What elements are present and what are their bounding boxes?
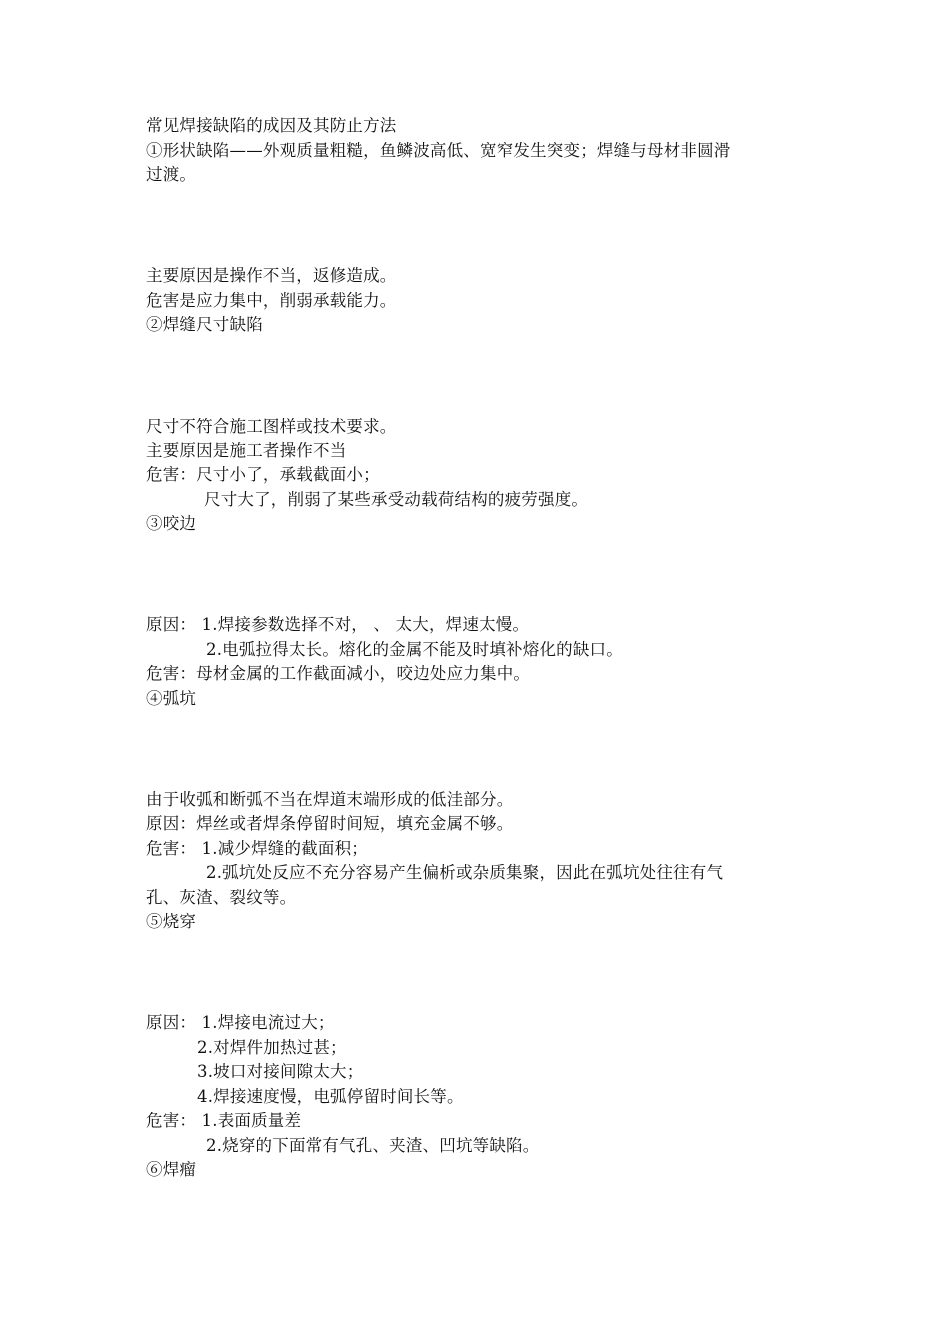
body-line: 危害是应力集中，削弱承载能力。 (146, 291, 397, 310)
section-heading: ②焊缝尺寸缺陷 (146, 315, 263, 334)
body-line: 危害：母材金属的工作截面减小，咬边处应力集中。 (146, 664, 531, 683)
body-line-indented: 尺寸大了，削弱了某些承受动载荷结构的疲劳强度。 (204, 490, 589, 509)
section-heading: ③咬边 (146, 514, 197, 533)
body-line: 原因： 1.焊接参数选择不对， 、 太大，焊速太慢。 (146, 615, 530, 634)
body-line: 原因： 1.焊接电流过大； (146, 1013, 335, 1032)
section-heading-continued: 过渡。 (146, 165, 197, 184)
body-line: 危害： 1.减少焊缝的截面积； (146, 839, 368, 858)
document-title: 常见焊接缺陷的成因及其防止方法 (146, 116, 397, 135)
body-line: 由于收弧和断弧不当在焊道末端形成的低洼部分。 (146, 790, 514, 809)
section-heading: ⑤烧穿 (146, 912, 197, 931)
body-line: 主要原因是施工者操作不当 (146, 441, 347, 460)
body-line-indented: 2.弧坑处反应不充分容易产生偏析或杂质集聚，因此在弧坑处往往有气 (206, 863, 724, 882)
body-line: 孔、灰渣、裂纹等。 (146, 888, 297, 907)
section-heading: ①形状缺陷——外观质量粗糙，鱼鳞波高低、宽窄发生突变；焊缝与母材非圆滑 (146, 141, 731, 160)
body-line: 主要原因是操作不当，返修造成。 (146, 266, 397, 285)
body-line-indented: 2.电弧拉得太长。熔化的金属不能及时填补熔化的缺口。 (206, 640, 623, 659)
body-line: 危害：尺寸小了，承载截面小； (146, 465, 380, 484)
section-heading: ④弧坑 (146, 689, 197, 708)
body-line: 原因：焊丝或者焊条停留时间短，填充金属不够。 (146, 814, 514, 833)
body-line-indented: 2.烧穿的下面常有气孔、夹渣、凹坑等缺陷。 (206, 1136, 540, 1155)
body-line-indented: 3.坡口对接间隙太大； (197, 1062, 364, 1081)
body-line-indented: 4.焊接速度慢，电弧停留时间长等。 (197, 1087, 464, 1106)
body-line-indented: 2.对焊件加热过甚； (197, 1038, 347, 1057)
body-line: 尺寸不符合施工图样或技术要求。 (146, 417, 397, 436)
section-heading: ⑥焊瘤 (146, 1160, 197, 1179)
body-line: 危害： 1.表面质量差 (146, 1111, 302, 1130)
